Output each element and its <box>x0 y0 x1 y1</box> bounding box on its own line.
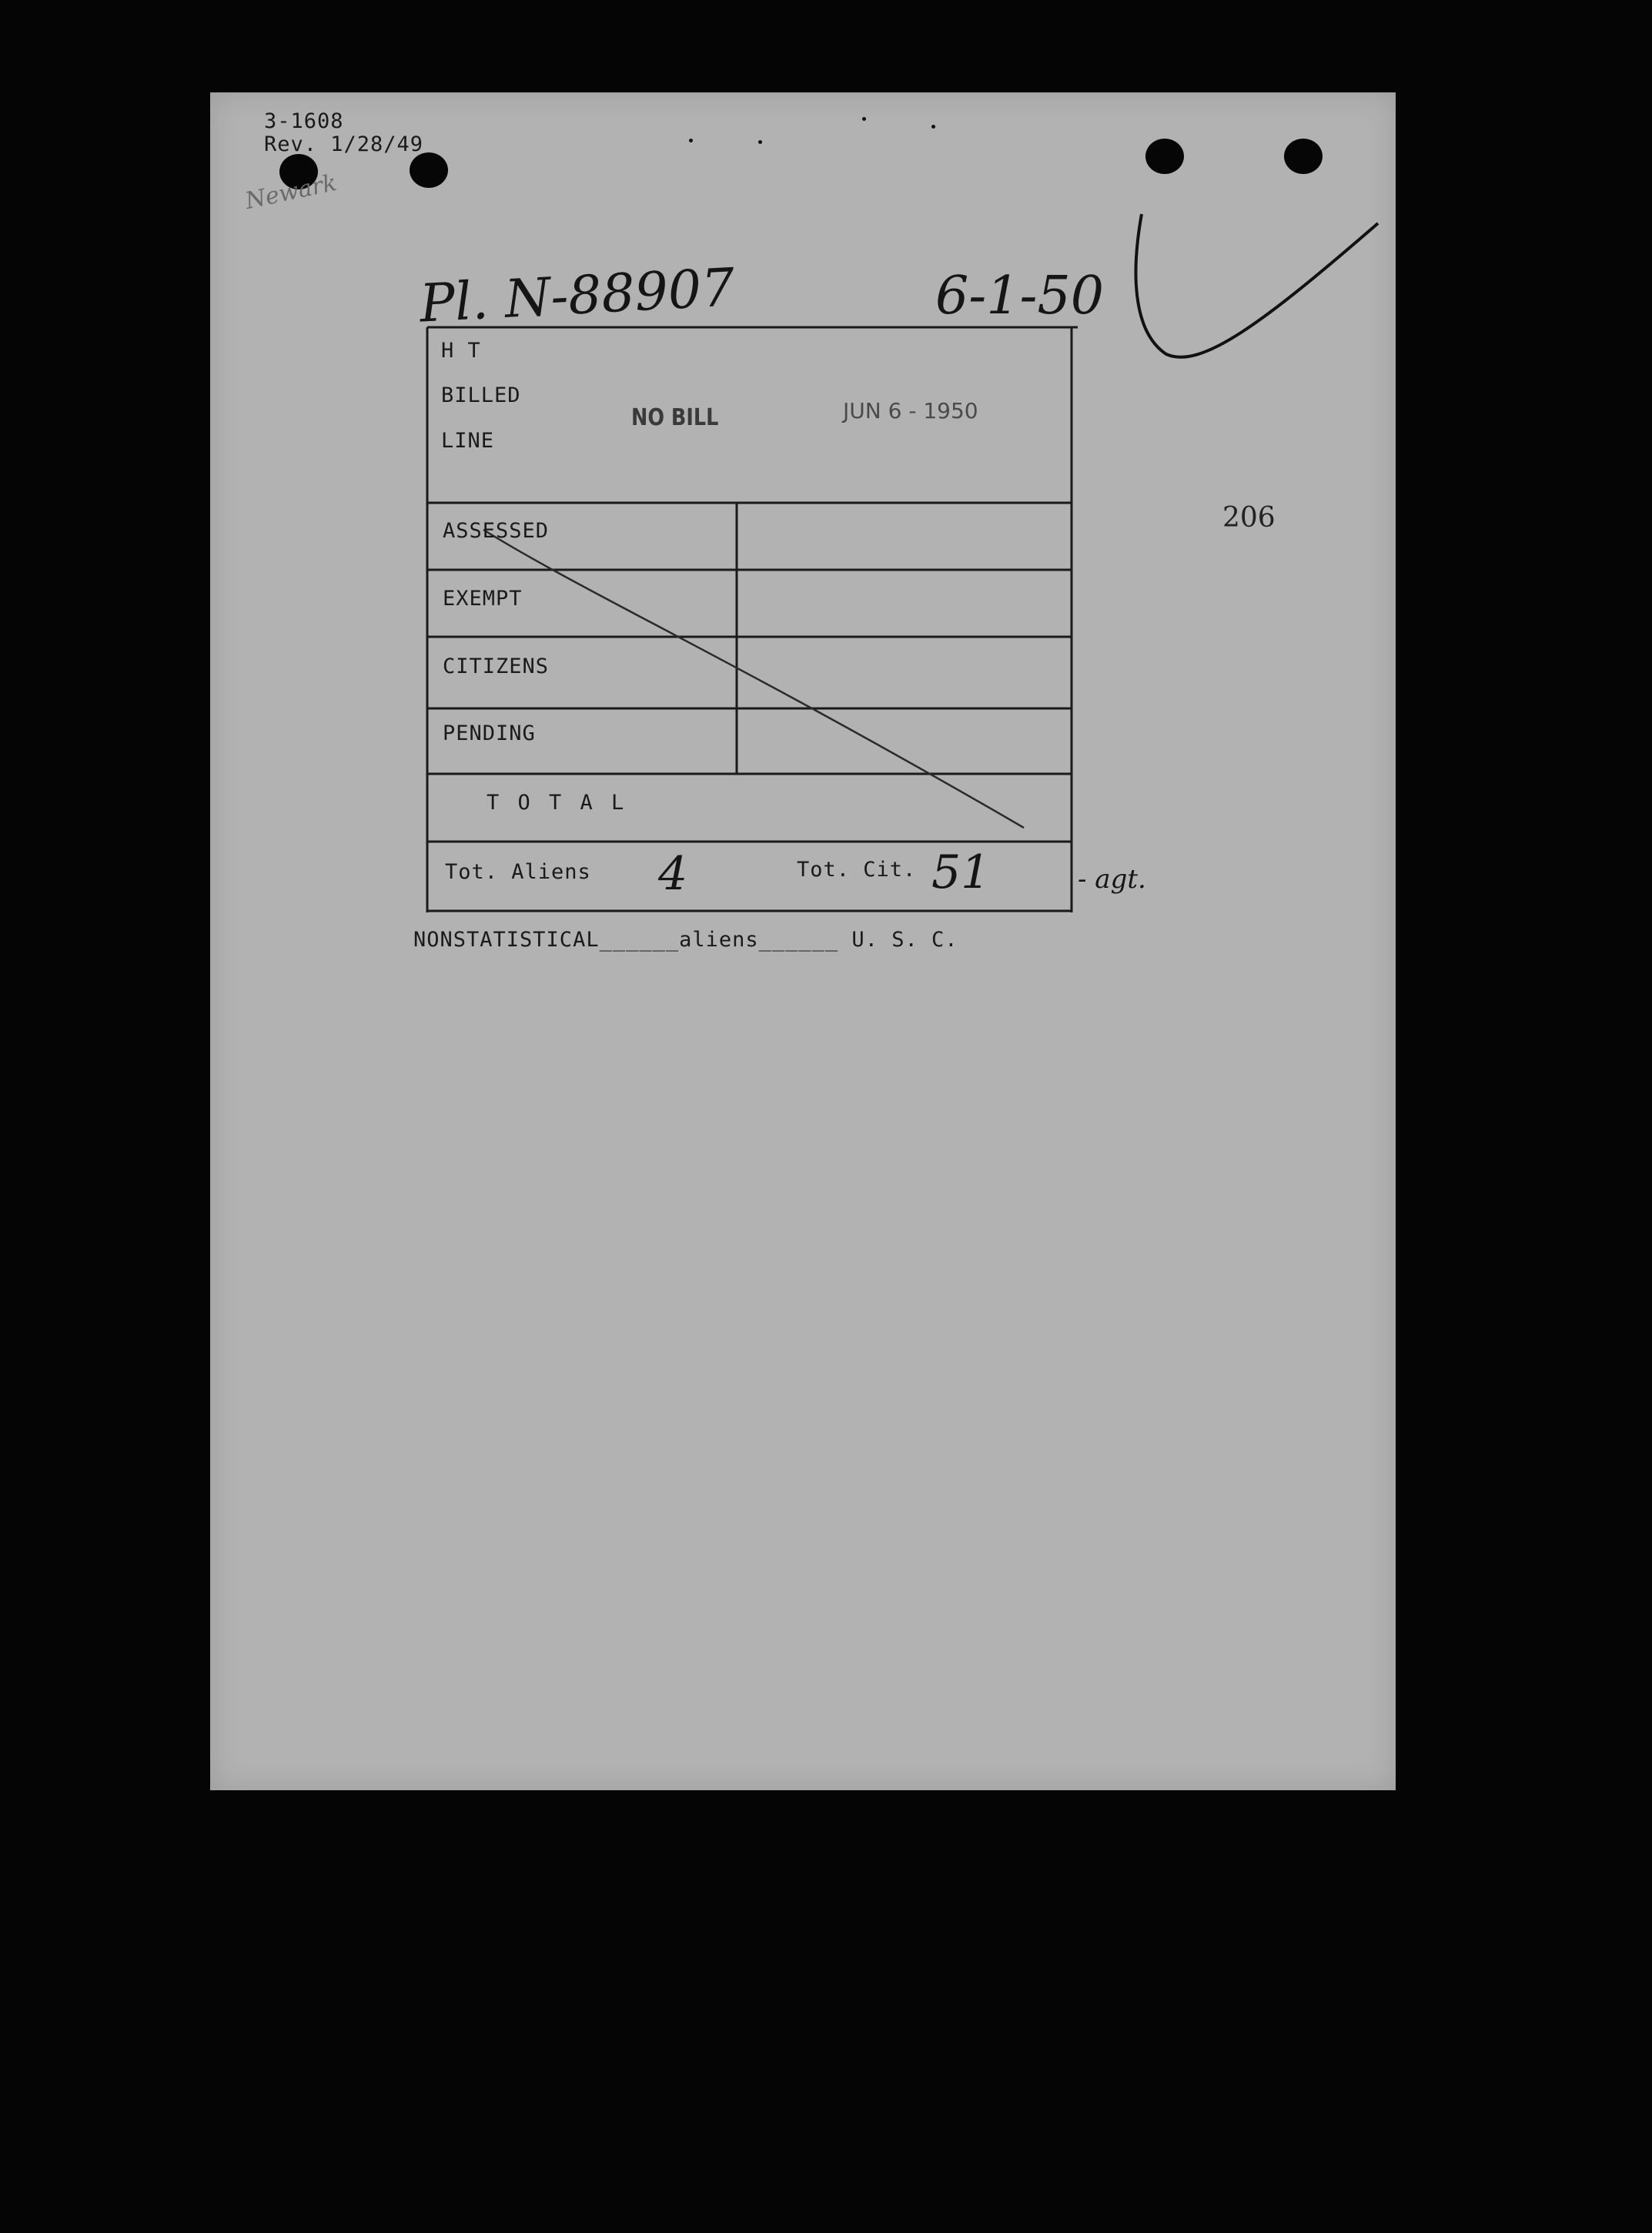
row-label-billed: BILLED <box>441 383 521 407</box>
tot-aliens-value: 4 <box>658 847 688 901</box>
handwritten-id: Pl. N-88907 <box>418 257 737 335</box>
nonstatistical-line: NONSTATISTICAL______aliens______ U. S. C. <box>413 928 958 952</box>
side-note-agt: - agt. <box>1078 864 1146 895</box>
handwritten-top-note: Newark <box>242 169 339 216</box>
stamp-no-bill: NO BILL <box>630 404 719 431</box>
check-mark <box>1135 214 1378 357</box>
side-number: 206 <box>1222 502 1276 534</box>
handwritten-date: 6-1-50 <box>935 266 1105 326</box>
row-label-ht: H T <box>441 339 481 363</box>
row-label-pending: PENDING <box>443 721 536 745</box>
row-label-assessed: ASSESSED <box>443 519 550 543</box>
tot-cit-value: 51 <box>931 845 991 899</box>
form-revision: Rev. 1/28/49 <box>264 132 424 156</box>
tot-cit-label: Tot. Cit. <box>797 858 917 882</box>
strike-line <box>483 530 1024 828</box>
row-label-citizens: CITIZENS <box>443 654 550 678</box>
tot-aliens-label: Tot. Aliens <box>445 860 591 884</box>
total-label: T O T A L <box>487 791 627 815</box>
form-number: 3-1608 <box>264 109 344 133</box>
row-label-line: LINE <box>441 429 495 453</box>
row-label-exempt: EXEMPT <box>443 587 523 611</box>
stamp-date: JUN 6 - 1950 <box>843 398 978 424</box>
